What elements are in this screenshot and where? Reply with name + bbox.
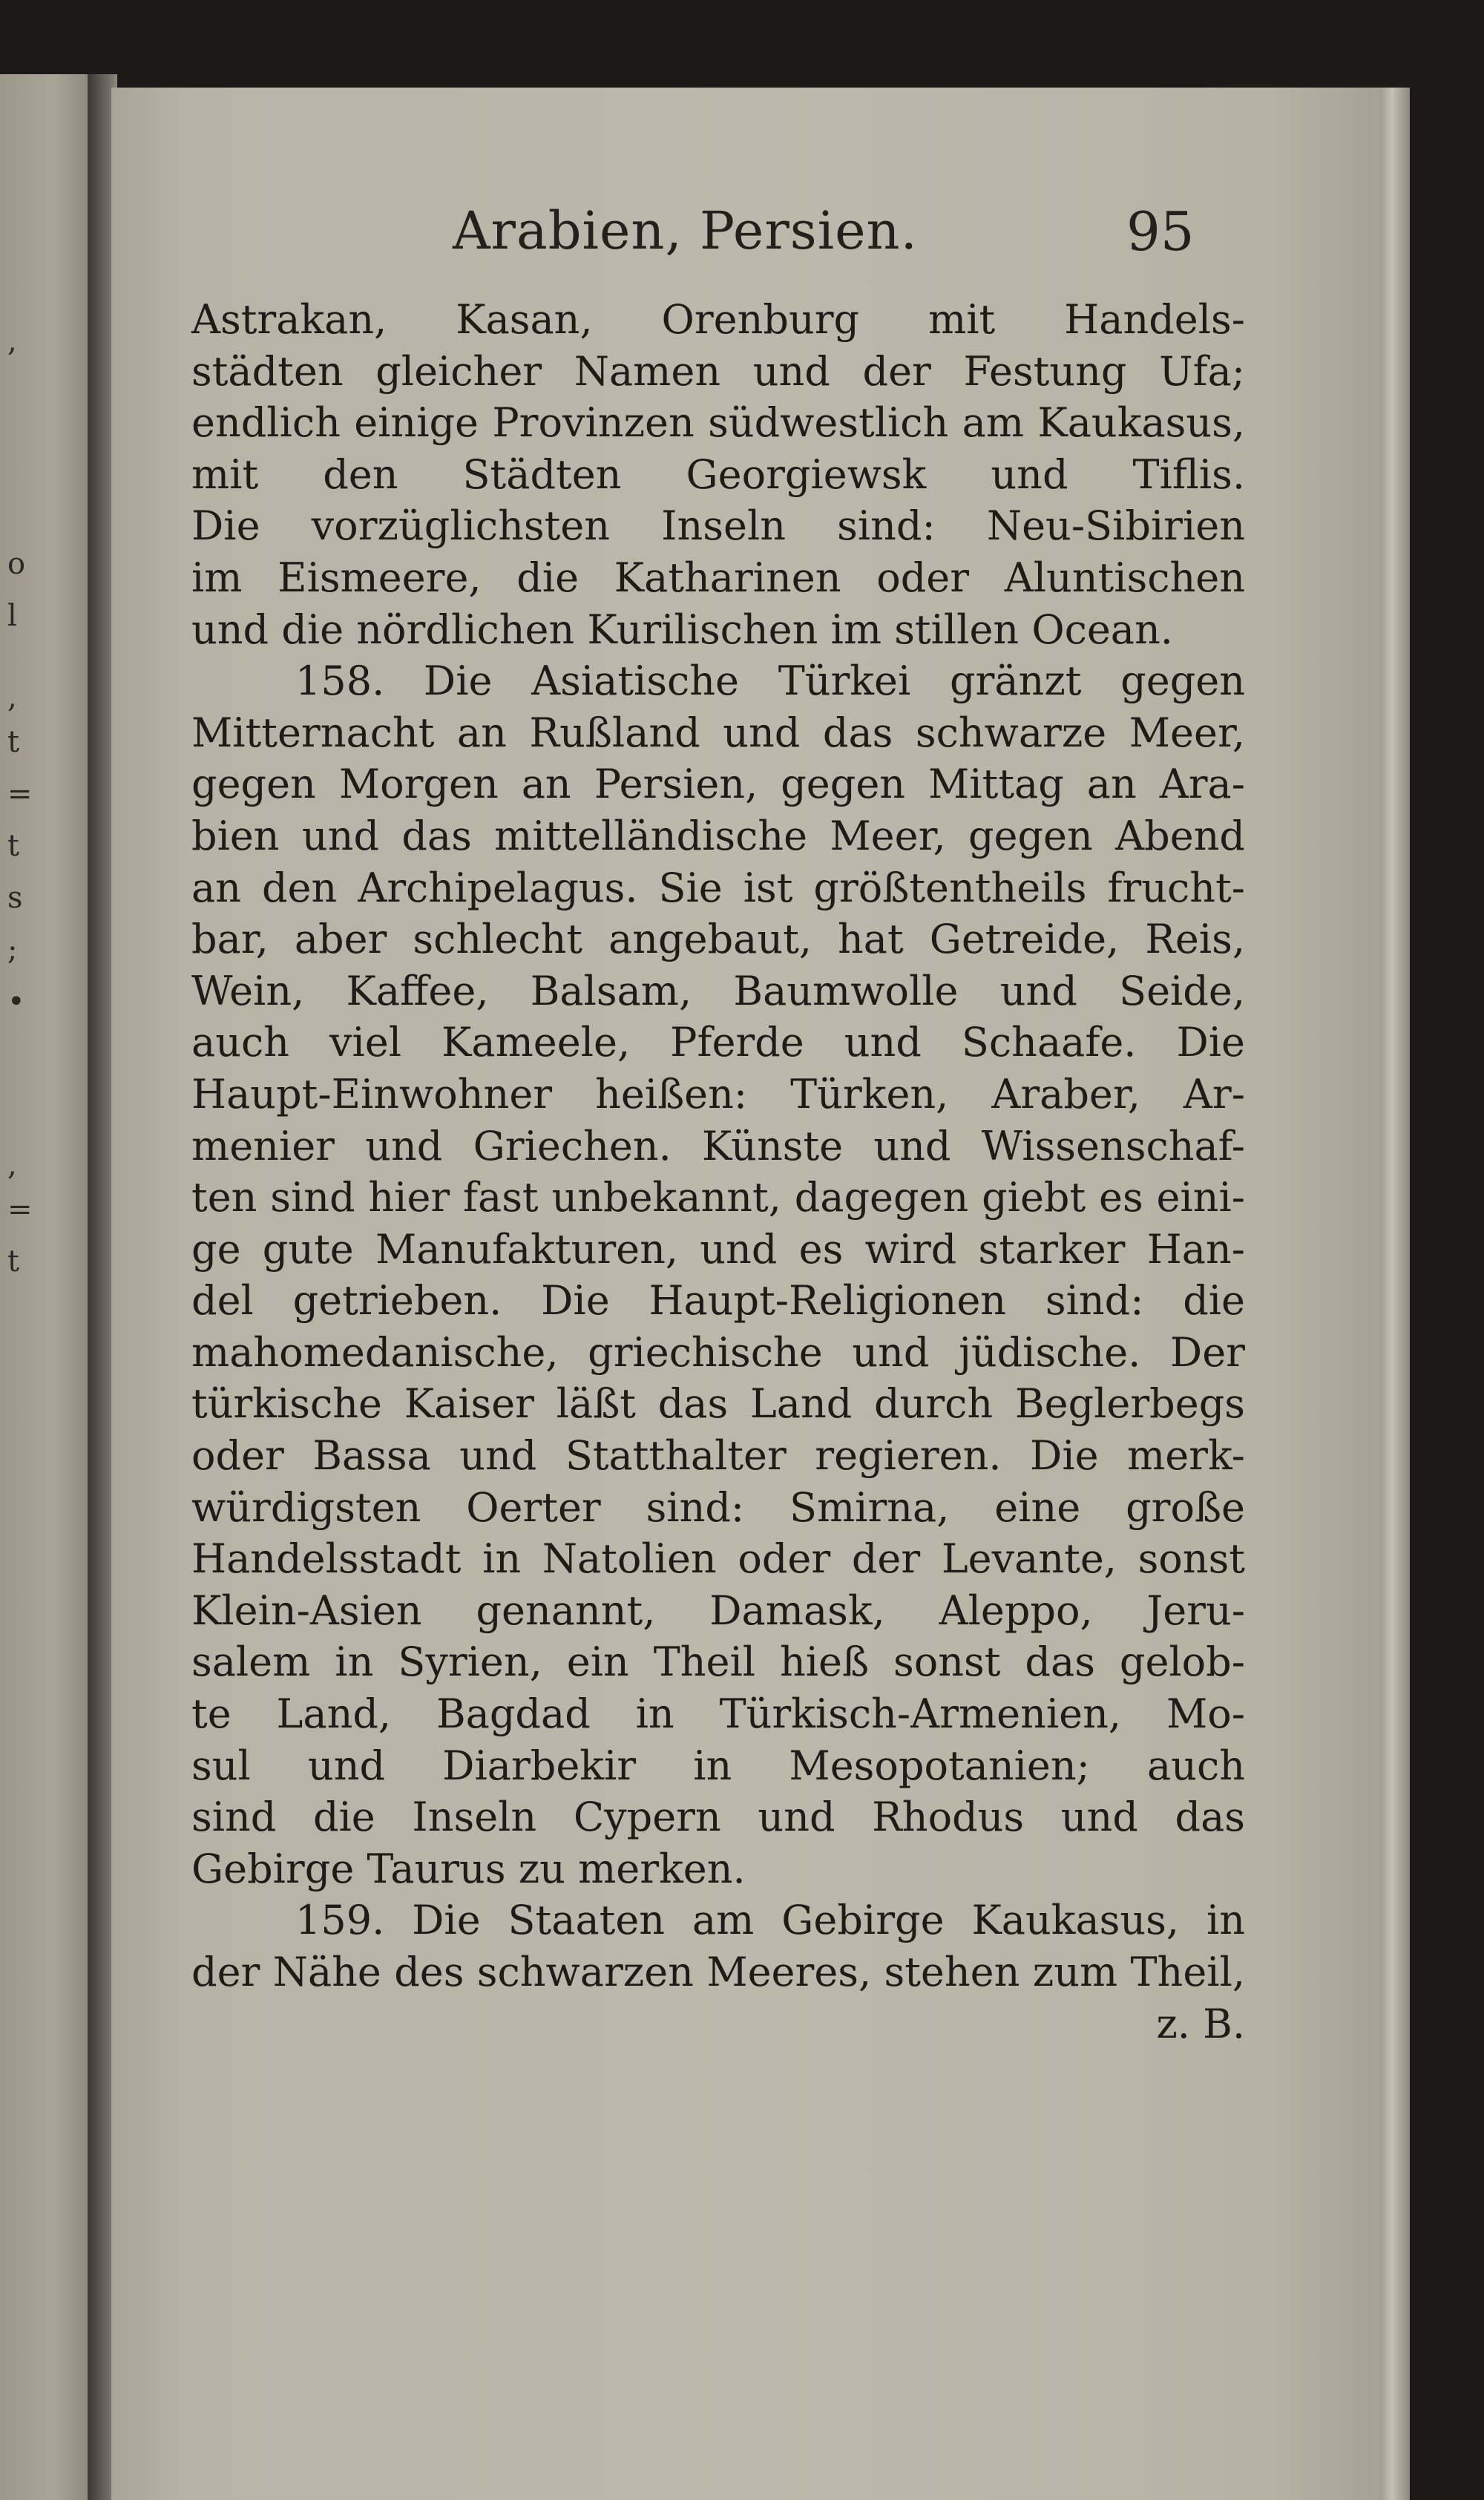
text-line: und die nördlichen Kurilischen im stillen Ocean. (191, 606, 1173, 653)
text-line: ten sind hier fast unbekannt, dagegen giebt es eini- (191, 1174, 1245, 1221)
text-line: Astrakan, Kasan, Orenburg mit Handels- (191, 296, 1245, 343)
page-number: 95 (1126, 200, 1195, 263)
left-page-fragment: • (7, 985, 25, 1019)
text-line: menier und Griechen. Künste und Wissenschaf- (191, 1122, 1245, 1169)
text-line: türkische Kaiser läßt das Land durch Beglerbegs (191, 1380, 1245, 1428)
text-line: mahomedanische, griechische und jüdische. Der (191, 1328, 1245, 1376)
text-line: Mitternacht an Rußland und das schwarze Meer, (191, 709, 1245, 756)
left-page-fragment: ; (7, 933, 18, 967)
text-line: mit den Städten Georgiewsk und Tiflis. (191, 450, 1245, 498)
page-body-text (191, 294, 1245, 2050)
left-page-fragment: l (7, 599, 17, 633)
text-line: sul und Diarbekir in Mesopotanien; auch (191, 1742, 1245, 1789)
left-page-fragment: , (7, 324, 17, 358)
text-line: gegen Morgen an Persien, gegen Mittag an Ara- (191, 761, 1245, 808)
left-page-fragment: s (7, 881, 23, 915)
left-page-fragment: t (7, 725, 20, 759)
left-page-fragment: = (7, 777, 33, 811)
page-header (111, 200, 1401, 282)
text-line: an den Archipelagus. Sie ist größtentheils frucht- (191, 864, 1245, 911)
left-page-fragment: , (7, 1148, 17, 1182)
text-line: der Nähe des schwarzen Meeres, stehen zum Theil, (191, 1949, 1245, 1995)
text-line: endlich einige Provinzen südwestlich am Kaukasus, (191, 399, 1245, 447)
text-line: würdigsten Oerter sind: Smirna, eine große (191, 1483, 1245, 1531)
left-page-fragment: t (7, 1244, 20, 1279)
text-line: Gebirge Taurus zu merken. (191, 1845, 746, 1892)
left-page-edge (0, 74, 88, 2500)
text-line: oder Bassa und Statthalter regieren. Die merk- (191, 1432, 1245, 1480)
running-title: Arabien, Persien. (453, 200, 918, 261)
page-right-edge (1380, 88, 1410, 2500)
text-line: bien und das mittelländische Meer, gegen Abend (191, 812, 1245, 859)
text-line: bar, aber schlecht angebaut, hat Getreide, Reis, (191, 916, 1245, 963)
left-page-fragment: , (7, 680, 17, 715)
left-page-fragment: t (7, 829, 20, 863)
text-line: Die vorzüglichsten Inseln sind: Neu-Sibirien (191, 502, 1245, 550)
text-line: Wein, Kaffee, Balsam, Baumwolle und Seide, (191, 967, 1245, 1014)
text-line: salem in Syrien, ein Theil hieß sonst das gelob- (191, 1638, 1245, 1686)
left-page-fragment: o (7, 547, 26, 581)
text-line: te Land, Bagdad in Türkisch-Armenien, Mo- (191, 1690, 1245, 1738)
text-line: auch viel Kameele, Pferde und Schaafe. Die (191, 1019, 1245, 1066)
section-158-start: 158. Die Asiatische Türkei gränzt gegen (295, 657, 1245, 705)
text-line: städten gleicher Namen und der Festung Ufa; (191, 347, 1245, 395)
text-line: Handelsstadt in Natolien oder der Levante, sonst (191, 1535, 1245, 1583)
section-159-start: 159. Die Staaten am Gebirge Kaukasus, in (295, 1897, 1245, 1944)
text-line: sind die Inseln Cypern und Rhodus und das (191, 1794, 1245, 1841)
text-line: ge gute Manufakturen, und es wird starker Han- (191, 1225, 1245, 1273)
text-line: Haupt-Einwohner heißen: Türken, Araber, Ar- (191, 1070, 1245, 1118)
catchword: z. B. (1156, 2000, 1245, 2047)
text-line: del getrieben. Die Haupt-Religionen sind: die (191, 1277, 1245, 1325)
text-line: Klein-Asien genannt, Damask, Aleppo, Jeru- (191, 1587, 1245, 1634)
left-page-fragment: = (7, 1192, 33, 1227)
text-line: im Eismeere, die Katharinen oder Aluntischen (191, 554, 1245, 601)
